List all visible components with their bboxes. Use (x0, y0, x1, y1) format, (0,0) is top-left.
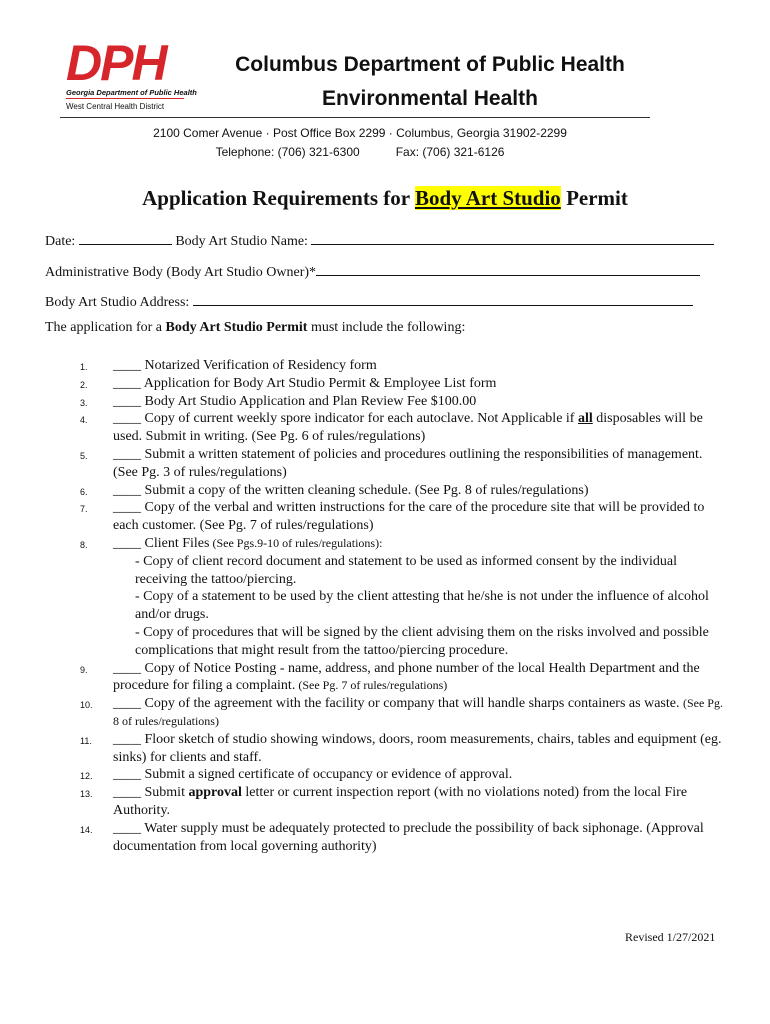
item-number: 10. (80, 700, 93, 711)
list-item (80, 410, 730, 446)
document-title (40, 186, 730, 211)
admin-body-field[interactable] (316, 261, 700, 276)
admin-body-row (45, 261, 700, 281)
list-item (80, 499, 730, 535)
studio-address-row (45, 291, 693, 311)
list-item (80, 535, 730, 660)
phone-line (60, 143, 660, 162)
studio-name-field[interactable] (311, 230, 714, 245)
list-item (80, 357, 730, 375)
item-text: ____ Submit a copy of the written cleaning schedule. (See Pg. 8 of rules/regulations) (113, 482, 589, 498)
date-name-row (45, 230, 714, 250)
item-text: ____ Submit a signed certificate of occupancy or evidence of approval. (113, 767, 513, 783)
agency-title-line1: Columbus Department of Public Health (235, 53, 625, 76)
title-highlight: Body Art Studio (414, 186, 561, 210)
item-number: 7. (80, 504, 88, 515)
item-text: ____ Copy of current weekly spore indicator for each autoclave. Not Applicable if (113, 411, 578, 427)
item-text: ____ Floor sketch of studio showing windows, doors, room measurements, chairs, tables and equipment (eg. sinks) for clients and staff. (113, 731, 722, 765)
item-reference: (See Pgs.9-10 of rules/regulations): (209, 535, 383, 550)
intro-after: must include the following: (307, 320, 466, 335)
item-number: 5. (80, 450, 88, 461)
requirements-list (80, 357, 730, 855)
item-text: disposables will be used. Submit in writing. (See Pg. 6 of rules/regulations) (113, 411, 703, 445)
item-text: ____ Copy of the agreement with the facility or company that will handle sharps containers as waste. (113, 696, 683, 712)
sub-item: - Copy of procedures that will be signed by the client advising them on the risks involved and possible complications that might result from the tattoo/piercing procedure. (135, 624, 709, 658)
telephone: Telephone: (706) 321-6300 (215, 145, 360, 159)
item-text: ____ Copy of Notice Posting - name, address, and phone number of the local Health Department and the procedure for filing a complaint. (113, 660, 700, 694)
logo-district: West Central Health District (66, 102, 165, 111)
item-text: ____ Application for Body Art Studio Permit & Employee List form (113, 375, 497, 391)
contact-block (60, 124, 660, 162)
agency-title (200, 48, 660, 116)
title-prefix: Application Requirements for (142, 186, 415, 210)
list-item (80, 375, 730, 393)
studio-address-label: Body Art Studio Address: (45, 295, 193, 310)
item-reference: (See Pg. 8 of rules/regulations) (113, 696, 723, 728)
item-text: ____ Client Files (113, 535, 210, 551)
logo-org-name: Georgia Department of Public Health (66, 88, 197, 97)
intro-text (45, 320, 465, 336)
item-text: ____ Body Art Studio Application and Plan Review Fee $100.00 (113, 393, 477, 409)
letterhead (60, 30, 650, 122)
header-rule (60, 117, 650, 118)
list-item (80, 660, 730, 696)
item-emphasis: approval (188, 785, 242, 801)
date-label: Date: (45, 234, 79, 249)
list-item (80, 784, 730, 820)
item-number: 14. (80, 824, 93, 835)
list-item (80, 731, 730, 767)
item-number: 4. (80, 415, 88, 426)
item-number: 9. (80, 664, 88, 675)
item-number: 2. (80, 379, 88, 390)
item-text: ____ Notarized Verification of Residency form (113, 358, 377, 373)
item-number: 6. (80, 486, 88, 497)
item-number: 1. (80, 362, 88, 372)
fax: Fax: (706) 321-6126 (395, 145, 505, 159)
item-text: ____ Copy of the verbal and written instructions for the care of the procedure site that will be provided to each customer. (See Pg. 7 of rules/regulations) (113, 500, 705, 534)
list-item (80, 446, 730, 482)
item-text: ____ Submit a written statement of policies and procedures outlining the responsibilities of management. (See Pg. 3 of rules/regulations) (113, 446, 703, 480)
list-item (80, 766, 730, 784)
list-item (80, 393, 730, 411)
item-text: ____ Water supply must be adequately protected to preclude the possibility of back siphonage. (Approval documentation from local governing authority) (113, 820, 704, 854)
intro-before: The application for a (45, 320, 166, 335)
sub-item: - Copy of a statement to be used by the client attesting that he/she is not under the influence of alcohol and/or drugs. (135, 589, 709, 623)
agency-title-line2: Environmental Health (322, 87, 538, 110)
revision-date: Revised 1/27/2021 (625, 930, 716, 944)
studio-name-label: Body Art Studio Name: (171, 234, 312, 249)
item-reference: (See Pg. 7 of rules/regulations) (295, 678, 448, 693)
item-number: 8. (80, 539, 88, 550)
intro-bold: Body Art Studio Permit (165, 320, 308, 335)
mailing-address: 2100 Comer Avenue · Post Office Box 2299 · Columbus, Georgia 31902-2299 (153, 126, 567, 140)
logo-divider (66, 98, 184, 99)
studio-address-field[interactable] (193, 291, 693, 306)
item-emphasis: all (577, 411, 593, 427)
dph-logo (60, 35, 197, 118)
admin-body-label: Administrative Body (Body Art Studio Owner)* (45, 265, 317, 280)
item-number: 12. (80, 771, 93, 782)
item-text: ____ Submit (113, 785, 189, 801)
item-number: 3. (80, 397, 88, 408)
item-text: letter or current inspection report (with no violations noted) from the local Fire Authority. (113, 785, 688, 818)
list-item (80, 820, 730, 856)
logo-letters: DPH (66, 35, 166, 91)
title-suffix: Permit (560, 186, 628, 210)
item-number: 11. (80, 735, 92, 746)
list-item (80, 482, 730, 500)
list-item (80, 695, 730, 731)
sub-item: - Copy of client record document and statement to be used as informed consent by the individual receiving the tattoo/piercing. (135, 553, 677, 587)
item-number: 13. (80, 789, 93, 800)
date-field[interactable] (79, 230, 172, 245)
